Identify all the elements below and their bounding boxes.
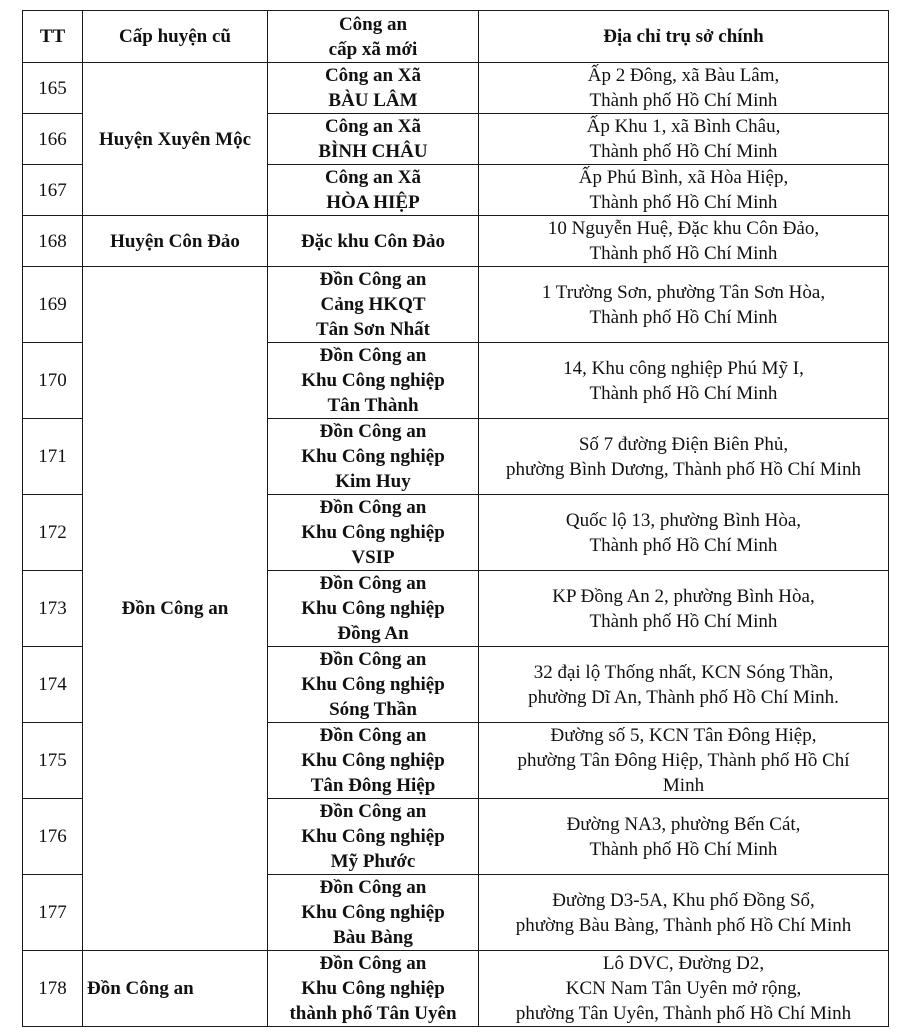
- row-number: 177: [23, 875, 83, 951]
- address-cell: [479, 165, 889, 216]
- address-cell: [479, 495, 889, 571]
- police-unit-line: VSIP: [351, 547, 395, 568]
- police-unit-cell: [268, 216, 479, 267]
- police-unit-line: Công an Xã: [324, 167, 422, 188]
- header-tt: TT: [23, 11, 83, 63]
- address-cell: [479, 571, 889, 647]
- district-cell: Huyện Côn Đảo: [83, 216, 268, 267]
- police-unit-cell: [268, 875, 479, 951]
- police-unit-cell: [268, 495, 479, 571]
- police-unit-line: Tân Sơn Nhất: [315, 319, 430, 340]
- district-cell: Huyện Xuyên Mộc: [83, 63, 268, 216]
- police-unit-line: Đồn Công an: [319, 573, 427, 594]
- police-unit-line: thành phố Tân Uyên: [289, 1003, 457, 1024]
- address-cell: [479, 114, 889, 165]
- police-unit-line: Tân Đông Hiệp: [310, 775, 436, 796]
- address-line: Ấp 2 Đông, xã Bàu Lâm,: [587, 65, 780, 86]
- police-unit-line: Công an Xã: [324, 116, 422, 137]
- address-line: 1 Trường Sơn, phường Tân Sơn Hòa,: [541, 281, 826, 303]
- police-unit-line: Khu Công nghiệp: [301, 674, 445, 695]
- row-number: 171: [23, 419, 83, 495]
- row-number: 178: [23, 951, 83, 1027]
- address-cell: [479, 63, 889, 114]
- row-number: 172: [23, 495, 83, 571]
- police-unit-line: HÒA HIỆP: [326, 192, 420, 213]
- row-number: 168: [23, 216, 83, 267]
- table-row: [23, 216, 889, 267]
- police-unit-line: Khu Công nghiệp: [301, 750, 445, 771]
- address-line: Thành phố Hồ Chí Minh: [589, 382, 778, 404]
- police-unit-line: Đồn Công an: [319, 801, 427, 822]
- police-unit-line: Mỹ Phước: [330, 851, 416, 872]
- table-row: [23, 267, 889, 343]
- address-line: KCN Nam Tân Uyên mở rộng,: [565, 978, 802, 999]
- police-unit-line: Đặc khu Côn Đảo: [300, 230, 446, 252]
- district-cell: Đồn Công an: [83, 951, 268, 1027]
- address-line: phường Bình Dương, Thành phố Hồ Chí Minh: [506, 458, 861, 480]
- police-address-table: [22, 10, 889, 1027]
- police-unit-line: Công an Xã: [324, 65, 422, 86]
- header-row: [23, 11, 889, 63]
- address-line: Quốc lộ 13, phường Bình Hòa,: [565, 509, 802, 531]
- police-unit-cell: [268, 419, 479, 495]
- address-line: phường Dĩ An, Thành phố Hồ Chí Minh.: [528, 686, 839, 708]
- address-line: Số 7 đường Điện Biên Phủ,: [578, 433, 789, 455]
- row-number: 165: [23, 63, 83, 114]
- address-line: Thành phố Hồ Chí Minh: [589, 192, 778, 213]
- address-line: Thành phố Hồ Chí Minh: [589, 141, 778, 162]
- row-number: 169: [23, 267, 83, 343]
- police-unit-line: Kim Huy: [335, 471, 411, 492]
- police-unit-line: Đồn Công an: [319, 497, 427, 518]
- police-unit-cell: [268, 114, 479, 165]
- address-cell: [479, 647, 889, 723]
- address-line: Đường số 5, KCN Tân Đông Hiệp,: [550, 725, 817, 746]
- address-line: Minh: [662, 775, 705, 796]
- address-cell: [479, 343, 889, 419]
- police-unit-line: Khu Công nghiệp: [301, 446, 445, 467]
- police-unit-line: Tân Thành: [327, 395, 419, 416]
- address-line: 32 đại lộ Thống nhất, KCN Sóng Thần,: [533, 661, 834, 683]
- address-line: Đường D3-5A, Khu phố Đồng Sổ,: [552, 889, 815, 911]
- police-unit-line: Khu Công nghiệp: [301, 370, 445, 391]
- address-line: phường Bàu Bàng, Thành phố Hồ Chí Minh: [515, 914, 852, 936]
- police-unit-line: Khu Công nghiệp: [301, 978, 445, 999]
- police-unit-cell: [268, 343, 479, 419]
- address-line: Đường NA3, phường Bến Cát,: [566, 813, 801, 835]
- address-line: Thành phố Hồ Chí Minh: [589, 838, 778, 860]
- police-unit-cell: [268, 647, 479, 723]
- address-cell: [479, 875, 889, 951]
- row-number: 170: [23, 343, 83, 419]
- address-line: Thành phố Hồ Chí Minh: [589, 90, 778, 111]
- address-line: 14, Khu công nghiệp Phú Mỹ I,: [563, 357, 804, 379]
- row-number: 175: [23, 723, 83, 799]
- police-unit-line: Đồn Công an: [319, 649, 427, 670]
- police-unit-line: Cảng HKQT: [320, 294, 426, 315]
- table-row: [23, 63, 889, 114]
- row-number: 167: [23, 165, 83, 216]
- police-unit-cell: [268, 723, 479, 799]
- table-row: [23, 951, 889, 1027]
- address-line: Thành phố Hồ Chí Minh: [589, 610, 778, 632]
- address-cell: [479, 951, 889, 1027]
- police-unit-line: Đồn Công an: [319, 269, 427, 290]
- address-line: Lô DVC, Đường D2,: [602, 953, 765, 974]
- row-number: 174: [23, 647, 83, 723]
- address-line: Ấp Khu 1, xã Bình Châu,: [586, 116, 781, 137]
- address-cell: [479, 216, 889, 267]
- police-unit-cell: [268, 165, 479, 216]
- police-unit-line: Đồn Công an: [319, 421, 427, 442]
- police-unit-line: Khu Công nghiệp: [301, 522, 445, 543]
- police-unit-line: Đồng An: [337, 623, 409, 644]
- district-cell: Đồn Công an: [83, 267, 268, 951]
- police-unit-line: Khu Công nghiệp: [301, 826, 445, 847]
- row-number: 173: [23, 571, 83, 647]
- address-line: KP Đồng An 2, phường Bình Hòa,: [552, 585, 815, 607]
- police-unit-cell: [268, 267, 479, 343]
- police-unit-line: Đồn Công an: [319, 345, 427, 366]
- address-cell: [479, 799, 889, 875]
- police-unit-line: Khu Công nghiệp: [301, 598, 445, 619]
- address-line: Thành phố Hồ Chí Minh: [589, 306, 778, 328]
- address-cell: [479, 267, 889, 343]
- address-cell: [479, 419, 889, 495]
- address-line: phường Tân Uyên, Thành phố Hồ Chí Minh: [515, 1003, 852, 1024]
- row-number: 166: [23, 114, 83, 165]
- header-police: Công an cấp xã mới: [268, 11, 479, 63]
- police-unit-line: BÌNH CHÂU: [318, 141, 428, 162]
- row-number: 176: [23, 799, 83, 875]
- address-line: Thành phố Hồ Chí Minh: [589, 534, 778, 556]
- address-line: Ấp Phú Bình, xã Hòa Hiệp,: [578, 167, 789, 188]
- police-unit-cell: [268, 571, 479, 647]
- police-unit-cell: [268, 951, 479, 1027]
- address-line: phường Tân Đông Hiệp, Thành phố Hồ Chí: [517, 750, 850, 771]
- table-body: [23, 63, 889, 1027]
- police-unit-line: Đồn Công an: [319, 953, 427, 974]
- police-unit-line: BÀU LÂM: [328, 90, 418, 111]
- header-address: Địa chỉ trụ sở chính: [479, 11, 889, 63]
- police-unit-line: Đồn Công an: [319, 725, 427, 746]
- address-cell: [479, 723, 889, 799]
- header-district: Cấp huyện cũ: [83, 11, 268, 63]
- police-unit-line: Bàu Bàng: [333, 927, 413, 948]
- police-unit-line: Đồn Công an: [319, 877, 427, 898]
- police-unit-cell: [268, 799, 479, 875]
- police-unit-line: Sóng Thần: [329, 699, 417, 720]
- police-unit-line: Khu Công nghiệp: [301, 902, 445, 923]
- police-unit-cell: [268, 63, 479, 114]
- address-line: 10 Nguyễn Huệ, Đặc khu Côn Đảo,: [547, 218, 820, 239]
- address-line: Thành phố Hồ Chí Minh: [589, 243, 778, 264]
